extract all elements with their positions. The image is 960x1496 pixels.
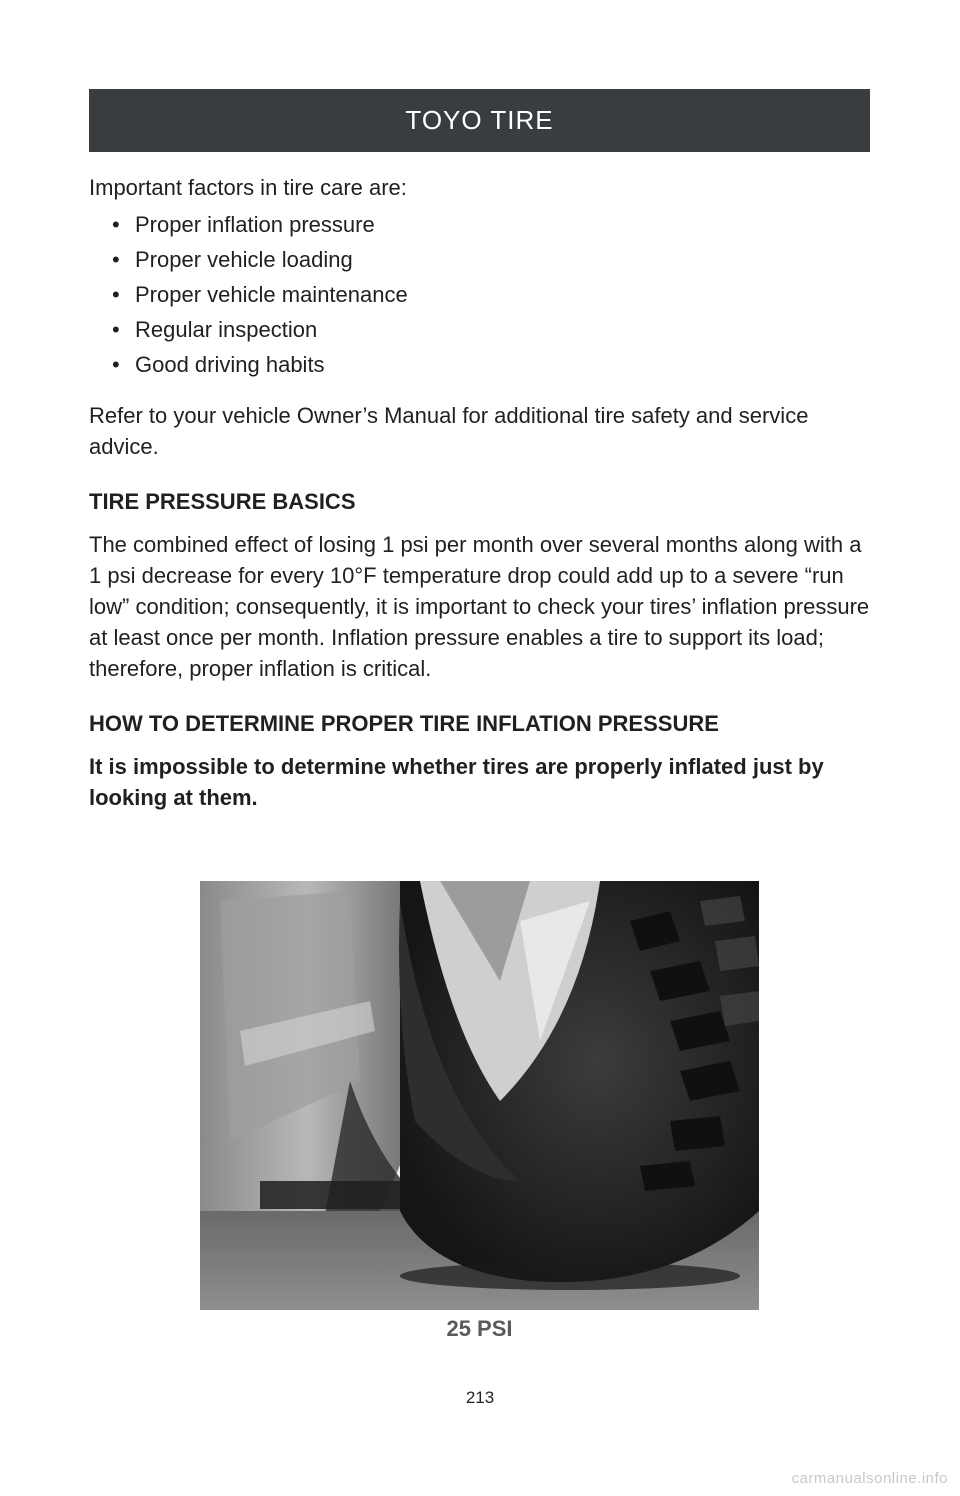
bullet-icon: • — [112, 247, 120, 272]
list-item: • Proper vehicle loading — [112, 244, 879, 275]
photo-caption: 25 PSI — [446, 1316, 513, 1341]
pressure-basics-paragraph: The combined effect of losing 1 psi per month over several months along with a 1 psi decrease for every 10°F temperature drop could add up to a severe “run low” condition; consequently, it is important to check your tires’ inflation pressure at least once per month. Inflation pressure enables a tire to support its load; therefore, proper inflation is critical. — [89, 532, 870, 681]
header-title: TOYO TIRE — [405, 105, 554, 135]
bullet-icon: • — [112, 212, 120, 237]
watermark: carmanualsonline.info — [791, 1470, 948, 1487]
page-header — [89, 89, 870, 152]
list-item: • Good driving habits — [112, 349, 879, 380]
list-item: • Regular inspection — [112, 314, 879, 345]
bullet-icon: • — [112, 282, 120, 307]
page-number: 213 — [465, 1388, 495, 1407]
bullet-icon: • — [112, 352, 120, 377]
intro-text: Important factors in tire care are: — [89, 175, 407, 200]
tire-photo — [200, 881, 759, 1310]
list-item: • Proper inflation pressure — [112, 209, 879, 240]
tire-care-factors-list — [89, 209, 879, 380]
refer-paragraph: Refer to your vehicle Owner’s Manual for additional tire safety and service advice. — [89, 403, 809, 459]
section-heading-pressure-basics: TIRE PRESSURE BASICS — [89, 489, 356, 514]
list-item: • Proper vehicle maintenance — [112, 279, 879, 310]
bullet-icon: • — [112, 317, 120, 342]
main-content — [89, 172, 879, 813]
determine-pressure-paragraph: It is impossible to determine whether tires are properly inflated just by looking at them. — [89, 754, 824, 810]
section-heading-determine-pressure: HOW TO DETERMINE PROPER TIRE INFLATION PRESSURE — [89, 711, 719, 736]
